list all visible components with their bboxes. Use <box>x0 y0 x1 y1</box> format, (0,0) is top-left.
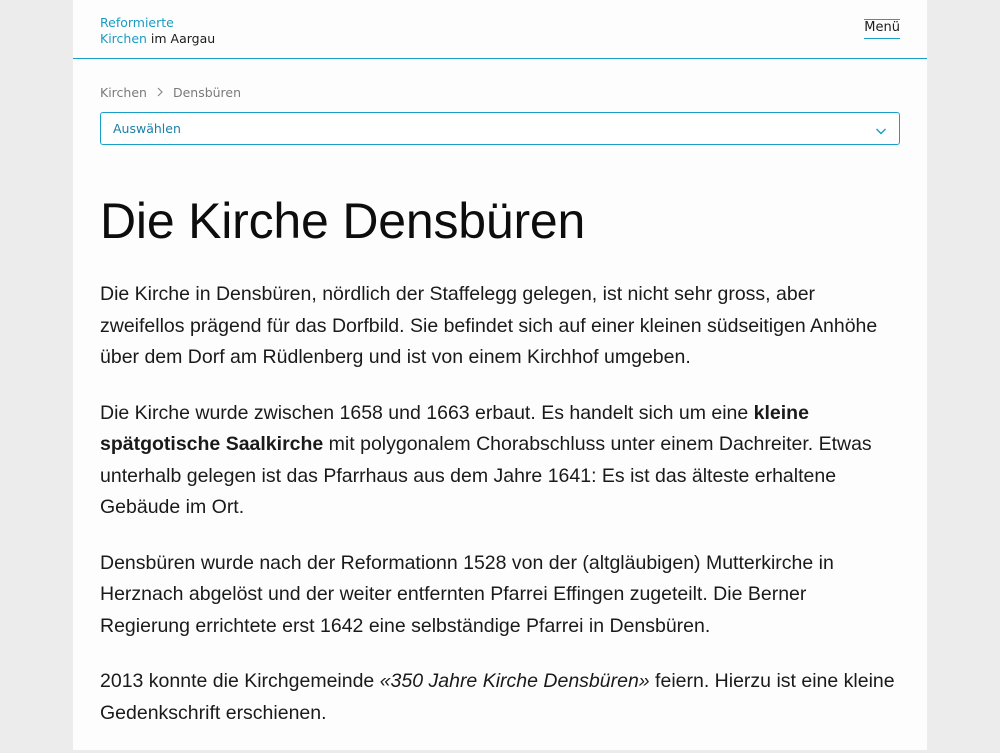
menu-button[interactable]: Menü <box>864 19 900 39</box>
paragraph-4-text-a: 2013 konnte die Kirchgemeinde <box>100 670 380 692</box>
page-title: Die Kirche Densbüren <box>100 193 586 249</box>
breadcrumb-separator-icon <box>156 86 164 100</box>
paragraph-4-italic: «350 Jahre Kirche Densbüren» <box>379 670 650 692</box>
paragraph-1: Die Kirche in Densbüren, nördlich der Staffelegg gelegen, ist nicht sehr gross, aber zweifellos prägend für das Dorfbild. Sie befindet sich auf einer kleinen südseitigen Anhöhe über dem Dorf am Rüdlenberg und ist von einem Kirchhof umgeben. <box>100 283 878 368</box>
paragraph-4 <box>100 666 900 729</box>
chevron-down-icon <box>875 122 887 134</box>
paragraph-2-text-b: mit polygonalem Chorabschluss unter einem Dachreiter. Etwas unterhalb gelegen ist das Pfarrhaus aus dem Jahre 1641: Es ist das älteste erhaltene Gebäude im Ort. <box>100 433 872 518</box>
logo-line2 <box>100 31 215 47</box>
paragraph-2 <box>100 398 900 524</box>
breadcrumb-item-current[interactable]: Densbüren <box>172 85 242 100</box>
church-select-dropdown[interactable] <box>100 112 900 145</box>
logo-line2-accent: Kirchen <box>100 31 147 46</box>
logo-line2-rest: im Aargau <box>146 31 216 46</box>
site-header <box>73 0 927 59</box>
paragraph-3: Densbüren wurde nach der Reformationn 1528 von der (altgläubigen) Mutterkirche in Herznach abgelöst und der weiter entfernten Pfarrei Effingen zugeteilt. Die Berner Regierung errichtete erst 1642 eine selbständige Pfarrei in Densbüren. <box>100 551 834 637</box>
page <box>73 0 927 750</box>
paragraph-4-text-b: feiern. Hierzu ist eine kleine Gedenkschrift erschienen. <box>100 670 895 724</box>
site-logo[interactable] <box>100 15 215 47</box>
breadcrumb <box>100 85 241 100</box>
paragraph-2-text-a: Die Kirche wurde zwischen 1658 und 1663 erbaut. Es handelt sich um eine <box>100 401 754 424</box>
logo-line1: Reformierte <box>100 15 174 30</box>
paragraph-2-emphasis: kleine spätgotische Saalkirche <box>100 401 809 455</box>
breadcrumb-item-kirchen[interactable]: Kirchen <box>100 85 147 100</box>
select-label: Auswählen <box>113 121 181 136</box>
article-content <box>100 279 900 753</box>
